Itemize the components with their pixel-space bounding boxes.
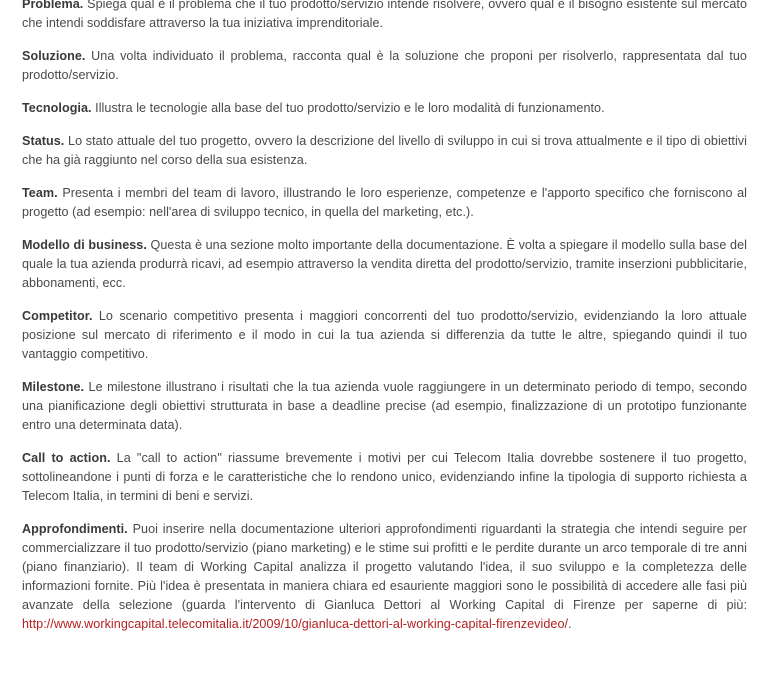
section-text: Spiega qual è il problema che il tuo prodotto/servizio intende risolvere, ovvero qual è il bisogno esistente sul mercato che intendi soddisfare attraverso la tua iniziativa imprenditoriale. (22, 0, 747, 30)
section-term: Soluzione. (22, 49, 86, 63)
section-problema (22, 0, 747, 33)
section-approfondimenti (22, 520, 747, 634)
section-text: Lo scenario competitivo presenta i maggiori concorrenti del tuo prodotto/servizio, evidenziando la loro attuale posizione sul mercato di riferimento e il modo in cui la tua azienda si differenzia da tutte le altre, spiegando quindi il tuo vantaggio competitivo. (22, 309, 747, 361)
section-term: Competitor. (22, 309, 93, 323)
section-text: Questa è una sezione molto importante della documentazione. È volta a spiegare il modello sulla base del quale la tua azienda produrrà ricavi, ad esempio attraverso la vendita diretta del prodotto/servizio, tramite inserzioni pubblicitarie, abbonamenti, ecc. (22, 238, 747, 290)
section-term: Problema. (22, 0, 84, 11)
section-text: Le milestone illustrano i risultati che la tua azienda vuole raggiungere in un determinato periodo di tempo, secondo una pianificazione degli obiettivi strutturata in base a deadline precise (ad esempio, finalizzazione di un prototipo funzionante entro una determinata data). (22, 380, 747, 432)
section-term: Modello di business. (22, 238, 147, 252)
working-capital-video-link[interactable]: http://www.workingcapital.telecomitalia.it/2009/10/gianluca-dettori-al-working-capital-firenzevideo/ (22, 617, 569, 631)
section-status (22, 132, 747, 170)
section-term: Status. (22, 134, 65, 148)
section-text: La "call to action" riassume brevemente i motivi per cui Telecom Italia dovrebbe sostenere il tuo progetto, sottolineandone i punti di forza e le caratteristiche che lo rendono unico, evidenziando infine la tipologia di supporto richiesta a Telecom Italia, in termini di beni e servizi. (22, 451, 747, 503)
section-text: Lo stato attuale del tuo progetto, ovvero la descrizione del livello di sviluppo in cui si trova attualmente e il tipo di obiettivi che ha già raggiunto nel corso della sua esistenza. (22, 134, 747, 167)
section-term: Team. (22, 186, 58, 200)
section-competitor (22, 307, 747, 364)
section-text: Una volta individuato il problema, racconta qual è la soluzione che proponi per risolverlo, rappresentata dal tuo prodotto/servizio. (22, 49, 747, 82)
section-term: Call to action. (22, 451, 111, 465)
section-term: Approfondimenti. (22, 522, 128, 536)
section-term: Tecnologia. (22, 101, 92, 115)
section-call-to-action (22, 449, 747, 506)
section-text: Illustra le tecnologie alla base del tuo prodotto/servizio e le loro modalità di funzionamento. (95, 101, 605, 115)
section-tecnologia (22, 99, 747, 118)
section-term: Milestone. (22, 380, 85, 394)
section-text: Puoi inserire nella documentazione ulteriori approfondimenti riguardanti la strategia che intendi seguire per commercializzare il tuo prodotto/servizio (piano marketing) e le stime sui profitti e le perdite durante un arco temporale di tre anni (piano finanziario). Il team di Working Capital analizza il progetto valutando l'idea, il suo sviluppo e la completezza delle informazioni fornite. Più l'idea è presentata in maniera chiara ed esauriente maggiori sono le possibilità di accedere alle fasi più avanzate della selezione (guarda l'intervento di Gianluca Dettori al Working Capital di Firenze per saperne di più: (22, 522, 747, 612)
section-text: Presenta i membri del team di lavoro, illustrando le loro esperienze, competenze e l'apporto specifico che forniscono al progetto (ad esempio: nell'area di sviluppo tecnico, in quella del marketing, etc.). (22, 186, 747, 219)
section-milestone (22, 378, 747, 435)
section-modello-di-business (22, 236, 747, 293)
closing-punctuation: . (568, 617, 572, 631)
section-soluzione (22, 47, 747, 85)
section-team (22, 184, 747, 222)
